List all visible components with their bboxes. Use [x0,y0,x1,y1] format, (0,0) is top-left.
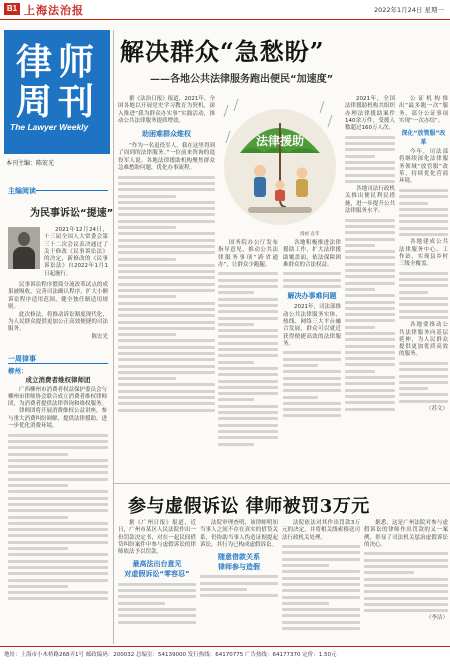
legal-aid-illustration [220,95,338,230]
section-head: 最高法出台意见 [132,560,182,569]
banner-title-line2: 周刊 [16,82,101,122]
article-text: 各地建成公共法律服务中心、工作站，实现县乡村三级全覆盖。 [399,239,448,268]
article-text: 法院依法对其作出罚款3万元的决定，并将相关线索移送司法行政机关处理。 [282,520,360,541]
main-col-2 [218,240,278,449]
article-text: 2021年，全国法律援助机构共组织办理法律援助案件140余万件，受援人数超过160万人次。 [345,96,395,132]
article-text: 国务院办公厅发布指导意见，推动公共法律服务事项“跨省通办”，让群众少跑腿。 [218,240,278,268]
article-text: 据《法治日报》报道，2021年，全国各地以开展党史学习教育为契机，深入推进“我为群众办实事”实践活动，推动公共法律服务提质增效。 [118,96,215,124]
editor-portrait [8,227,40,269]
weekly-news-list [8,368,108,604]
editor-text: 此次修法，将推动诉讼制度现代化，为人民群众提供更加公正高效便捷的司法服务。 [8,311,108,333]
article-signature: （李洁） [425,615,448,622]
section-head: 深化“放管服”改革 [401,130,446,147]
news-place: 柳州： [8,367,28,375]
editor-column-tag: 主编阅读 [8,187,36,195]
bottom-col-1 [118,520,196,627]
editor-text: 民事诉讼程序繁简分流改革试点的成果被吸收，完善司法确认程序，扩大小额诉讼程序适用范围，健全独任制适用规则。 [8,282,108,310]
article-signature: （苏文） [425,406,448,413]
main-col-3 [283,240,341,421]
illustration-credit: 漫画 袁华 [300,232,320,237]
weekly-news-tag: 一周律事 [8,355,36,363]
editor-column-body [8,282,108,341]
section-head: 助困难群众维权 [142,130,191,139]
main-subheadline: ——各地公共法律服务跑出便民“加速度” [150,74,334,85]
section-head: 随意借款关系 [218,553,260,562]
editor-column-title: 为民事诉讼“提速” [30,208,114,219]
banner-title-line1: 律师 [16,42,101,82]
news-headline: 成立消费者维权律师团 [25,376,91,385]
newspaper-name: 上海法治报 [24,4,84,17]
bottom-col-4 [364,520,448,623]
article-text: 据《广州日报》报道，近日，广州市某区人民法院作出一份罚款决定书，对在一起民间借贷纠纷案件中参与虚假诉讼的律师依法予以罚款。 [118,520,196,556]
article-text: 各地要推动公共法律服务向基层延伸，为人民群众提供更加优质高效的服务。 [399,322,448,358]
article-text: 法院审理查明，该律师明知当事人之间不存在真实的借贷关系，仍协助当事人伪造证据提起诉讼，其行为已构成虚假诉讼。 [200,520,278,548]
section-head: 律师参与造假 [218,563,260,572]
article-text: 公证机构推出“最多跑一次”服务，部分公证事项实现“一次办结”。 [399,96,448,124]
main-col-4 [345,96,395,414]
section-head: 对虚假诉讼“零容忍” [124,570,190,579]
news-item-text: 广西柳州市消费者权益保护委员会与柳州市律师协会联合成立消费者维权律师团，为消费者提供法律咨询和维权服务。 [8,386,108,408]
bottom-headline: 参与虚假诉讼 律师被罚3万元 [128,496,370,517]
editor-column-para1 [44,227,108,279]
weekly-news-rule [8,363,108,364]
tag-rule [36,190,108,191]
main-col-5 [399,96,448,413]
page-footer [0,646,450,668]
footer-text: 地址：上海市小木桥路268弄1号 邮政编码：200032 总编室：54139000 发行热线：64170775 广告热线：64177370 定价：1.50元 [4,652,337,658]
editor-text: 2021年12月24日，十三届全国人大常委会第三十二次会议表决通过了关于修改《民事诉讼法》的决定，新修改的《民事诉讼法》自2022年1月1日起施行。 [44,227,108,277]
umbrella-caption: 法律援助 [255,134,305,148]
article-text: 今年，司法部将继续深化法律服务领域“放管服”改革，持续优化营商环境。 [399,149,448,185]
page-number-badge: B1 [4,3,20,15]
bottom-col-2 [200,520,278,601]
issue-date: 2022年1月24日 星期一 [373,6,444,14]
section-head: 解决办事难问题 [287,292,337,301]
banner-english-title: The Lawyer Weekly [10,122,89,132]
article-text: “作为一名退役军人，我在这里得到了周到的法律服务。”一位前来咨询的退役军人说。各地法律援助机构聚焦群众急难愁盼问题，优化办事流程。 [118,143,215,172]
bottom-col-3 [282,520,360,633]
main-headline: 解决群众“急愁盼” [120,37,325,66]
news-item-text: 律师团将开展消费维权公益讲座，参与重大消费纠纷调解，提供法律援助，进一步优化消费环境。 [8,408,108,430]
article-text: 各地积极推进法律援助工作，扩大法律援助覆盖面，依法保障困难群众的合法权益。 [283,240,341,268]
column-divider [113,30,114,644]
bottom-article-rule [114,483,450,484]
article-text: 2021年，司法部推动公共法律服务实体、热线、网络三大平台融合发展，群众可以就近获得便捷高效的法律服务。 [283,304,341,347]
editor-signature: 陈宏光 [91,334,108,341]
article-text: 各地司法行政机关推出便民利民措施，进一步提升公共法律服务水平。 [345,186,395,215]
lawyer-weekly-banner [4,30,110,154]
main-col-1 [118,96,215,415]
editor-credit: 本刊主编：陈宏光 [6,160,55,167]
article-text: 据悉，这是广州法院对参与虚假诉讼的律师作出罚款的又一案例，彰显了司法机关惩治虚假诉讼的决心。 [364,520,448,548]
